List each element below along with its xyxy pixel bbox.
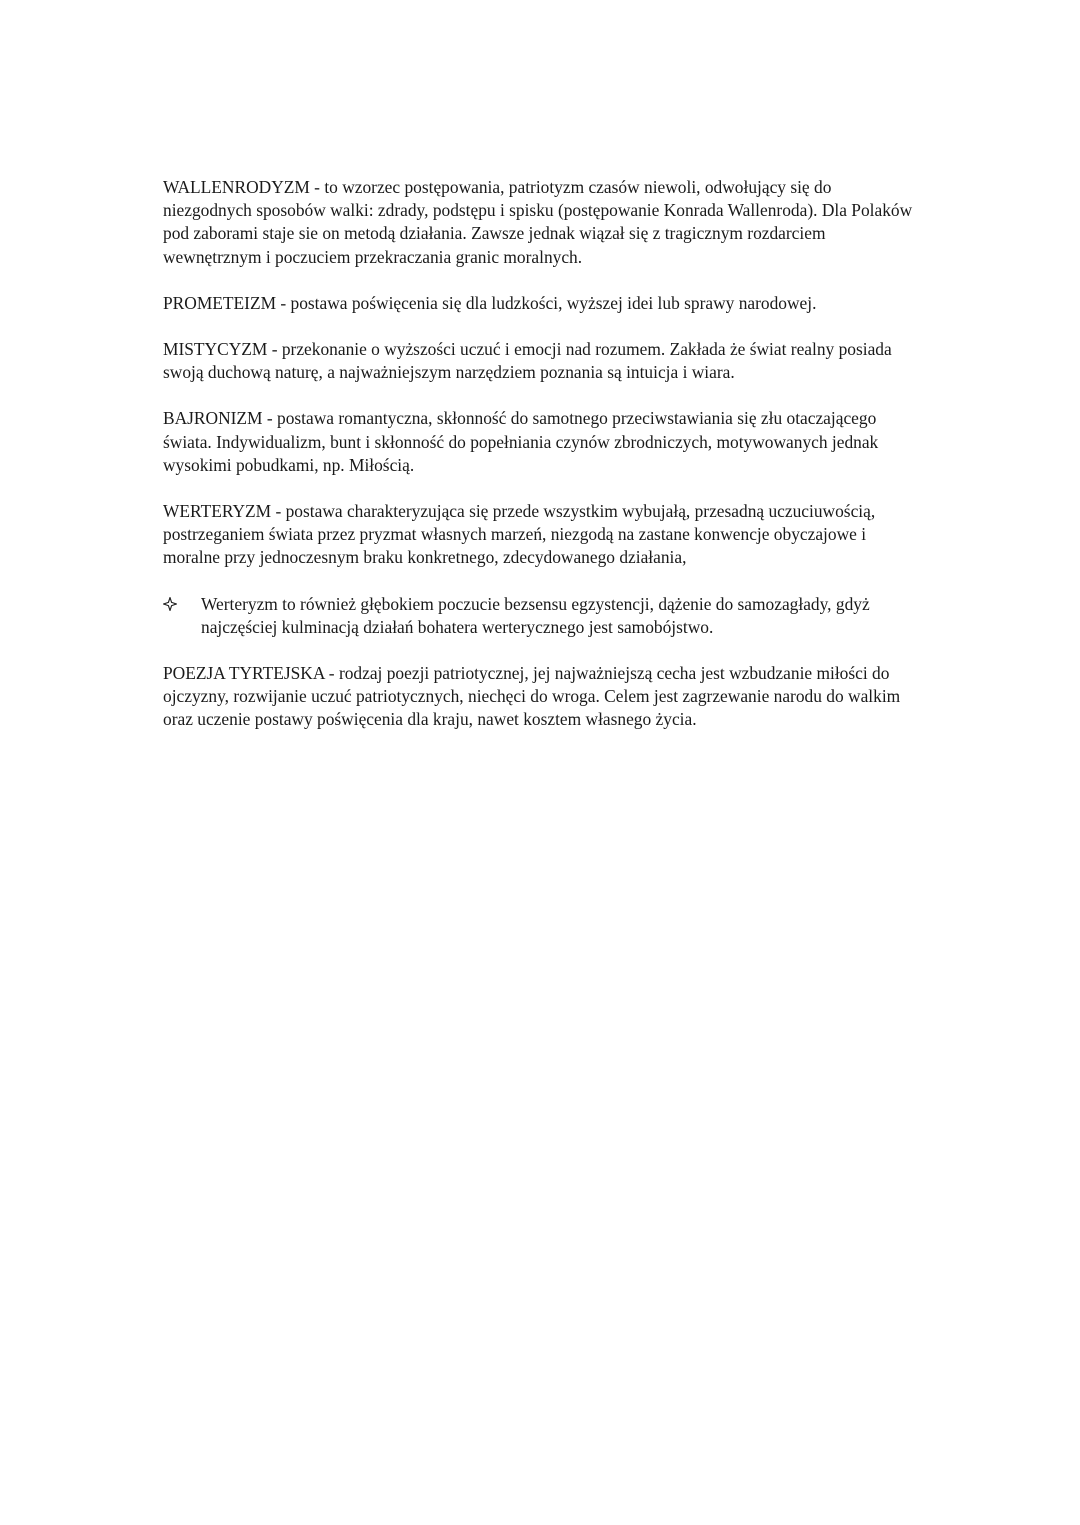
paragraph-werteryzm: WERTERYZM - postawa charakteryzująca się przede wszystkim wybujałą, przesadną uczuciuwością, postrzeganiem świata przez pryzmat własnych marzeń, niezgodą na zastane konwencje obyczajowe i moralne przy jednoczesnym braku konkretnego, zdecydowanego działania, [163, 501, 876, 568]
four-point-star-icon [163, 593, 181, 616]
bullet-text: Werteryzm to również głębokiem poczucie bezsensu egzystencji, dążenie do samozagłady, gdyż najczęściej kulminacją działań bohatera werterycznego jest samobójstwo. [201, 593, 870, 637]
document-body [163, 176, 923, 755]
paragraph-wallenrodyzm: WALLENRODYZM - to wzorzec postępowania, patriotyzm czasów niewoli, odwołujący się do niezgodnych sposobów walki: zdrady, podstępu i spisku (postępowanie Konrada Wallenroda). Dla Polaków pod zaborami staje sie on metodą działania. Zawsze jednak wiązał się z tragicznym rozdarciem wewnętrznym i poczuciem przekraczania granic moralnych. [163, 177, 913, 267]
paragraph-mistycyzm: MISTYCYZM - przekonanie o wyższości uczuć i emocji nad rozumem. Zakłada że świat realny posiada swoją duchową naturę, a najważniejszym narzędziem poznania są intuicja i wiara. [163, 339, 892, 383]
paragraph-poezja-tyrtejska: POEZJA TYRTEJSKA - rodzaj poezji patriotycznej, jej najważniejszą cecha jest wzbudzanie miłości do ojczyzny, rozwijanie uczuć patriotycznych, niechęci do wroga. Celem jest zagrzewanie narodu do walkim oraz uczenie postawy poświęcenia dla kraju, nawet kosztem własnego życia. [163, 663, 901, 730]
paragraph-bajronizm: BAJRONIZM - postawa romantyczna, skłonność do samotnego przeciwstawiania się złu otaczającego świata. Indywidualizm, bunt i skłonność do popełniania czynów zbrodniczych, motywowanych jednak wysokimi pobudkami, np. Miłością. [163, 408, 879, 475]
bullet-item [163, 593, 923, 639]
paragraph-prometeizm: PROMETEIZM - postawa poświęcenia się dla ludzkości, wyższej idei lub sprawy narodowej. [163, 292, 817, 313]
